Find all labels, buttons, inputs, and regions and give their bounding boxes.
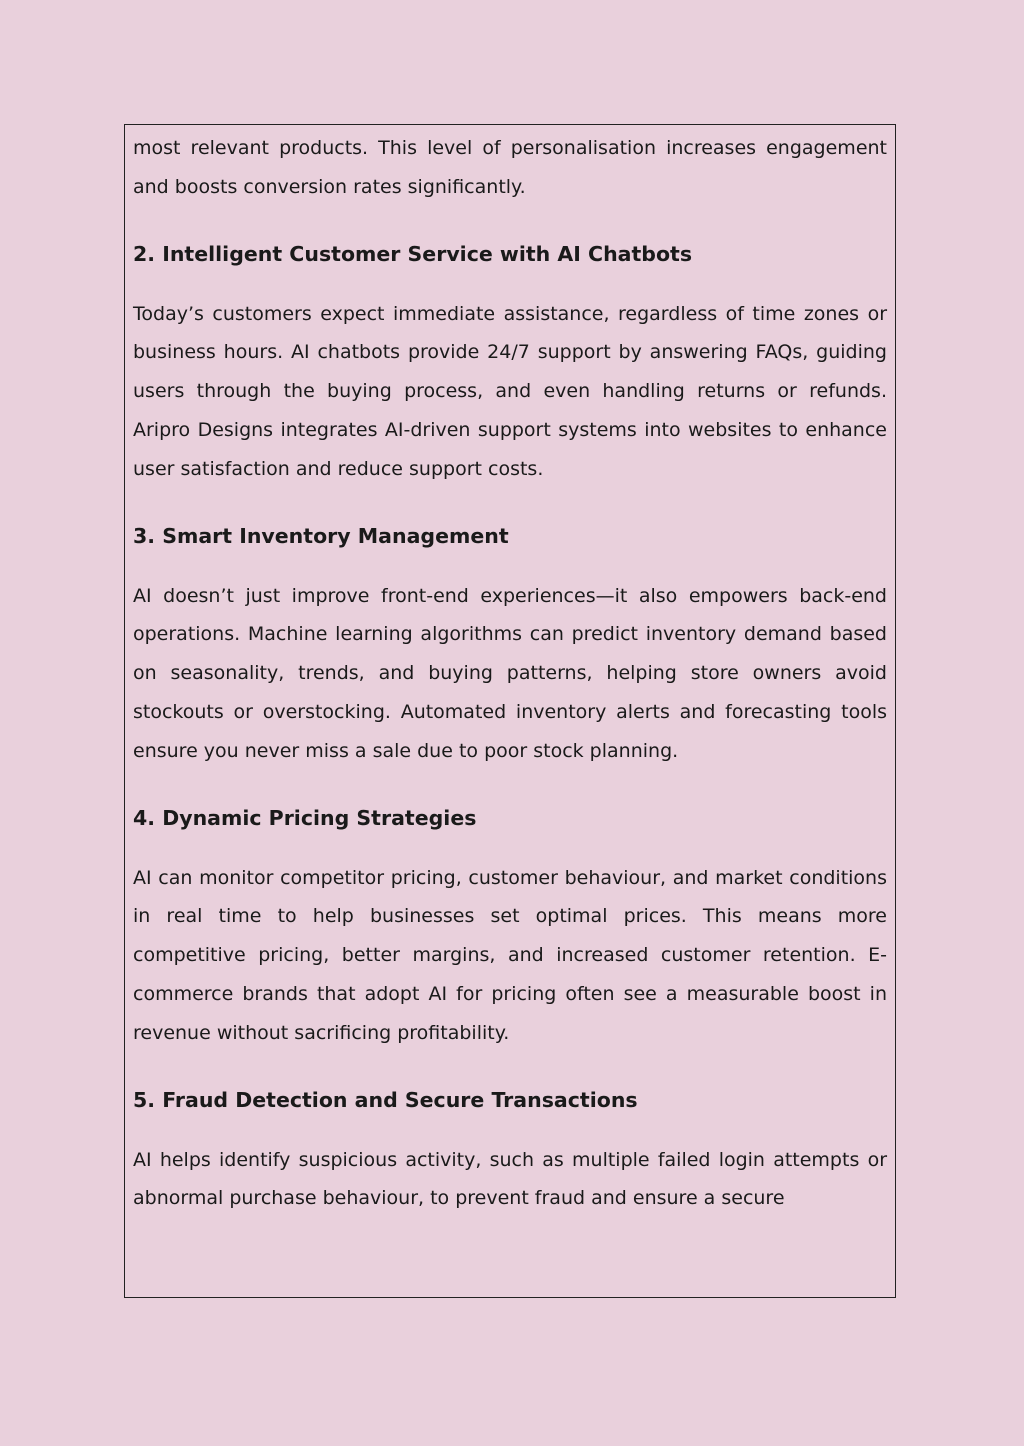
section-heading: 4. Dynamic Pricing Strategies [133,805,477,830]
section-fraud [133,1085,887,1219]
section-chatbots [133,239,887,489]
section-body: Today’s customers expect immediate assistance, regardless of time zones or business hours. AI chatbots provide 24/7 support by answering FAQs, guiding users through the buying process, and even handling returns or refunds. Aripro Designs integrates AI-driven support systems into websites to enhance user satisfaction and reduce support costs. [133,302,887,480]
section-body: AI can monitor competitor pricing, customer behaviour, and market conditions in real time to help businesses set optimal prices. This means more competitive pricing, better margins, and increased customer retention. E-commerce brands that adopt AI for pricing often see a measurable boost in revenue without sacrificing profitability. [133,866,887,1044]
section-pricing [133,803,887,1053]
section-heading: 5. Fraud Detection and Secure Transactions [133,1087,638,1112]
content-frame [124,124,896,1298]
section-body: AI doesn’t just improve front-end experiences—it also empowers back-end operations. Machine learning algorithms can predict inventory demand based on seasonality, trends, and buying patterns, helping store owners avoid stockouts or overstocking. Automated inventory alerts and forecasting tools ensure you never miss a sale due to poor stock planning. [133,584,887,762]
section-heading: 2. Intelligent Customer Service with AI Chatbots [133,241,693,266]
intro-paragraph: most relevant products. This level of personalisation increases engagement and boosts conversion rates significantly. [133,137,887,198]
section-heading: 3. Smart Inventory Management [133,523,509,548]
section-inventory [133,521,887,771]
section-body: AI helps identify suspicious activity, such as multiple failed login attempts or abnormal purchase behaviour, to prevent fraud and ensure a secure [133,1148,887,1210]
